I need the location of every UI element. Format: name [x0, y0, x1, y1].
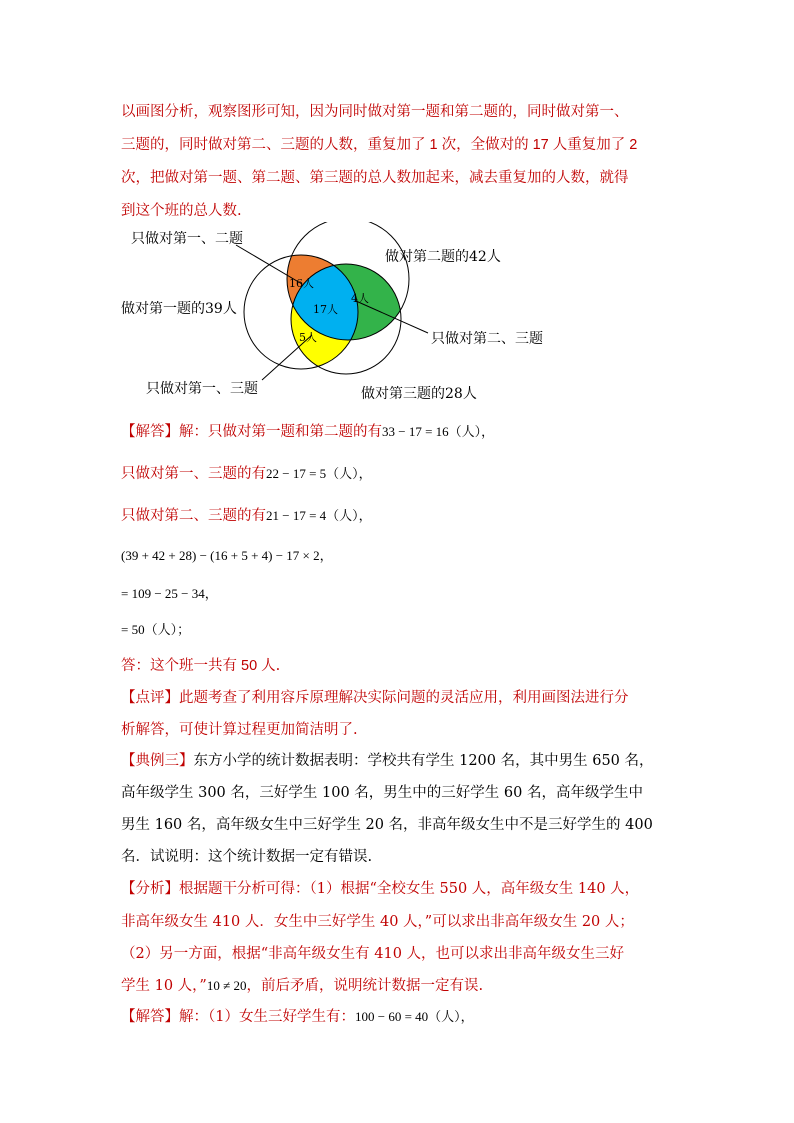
region-label-12: 16人 [289, 277, 314, 290]
analysis-tag: 【分析】 [121, 881, 179, 897]
example3-line-1 [121, 749, 654, 770]
intro-num-2: 2 [629, 137, 638, 153]
label-first-total: 做对第一题的39人 [121, 301, 237, 317]
region-label-23: 4人 [351, 292, 369, 305]
solution1-l1a: 解：只做对第一题和第二题的有 [179, 424, 382, 440]
analysis-line-3: （2）另一方面，根据“非高年级女生有 410 人，也可以求出非高年级女生三好 [121, 946, 625, 962]
example3-line-2: 高年级学生 300 名，三好学生 100 名，男生中的三好学生 60 名，高年级学生中 [121, 785, 643, 801]
label-only-first-second: 只做对第一、二题 [131, 231, 243, 247]
label-only-first-third: 只做对第一、三题 [146, 381, 258, 397]
comment-tag: 【点评】 [121, 690, 179, 706]
solution1-line-1 [121, 420, 494, 441]
answer-text-b: 人. [261, 658, 281, 674]
region-label-13: 5人 [299, 331, 317, 344]
intro-line-2c: 人重复加了 [552, 137, 626, 153]
analysis-l1: 根据题干分析可得：（1）根据“全校女生 550 人，高年级女生 140 人， [179, 881, 640, 897]
intro-line-2a: 三题的，同时做对第二、三题的人数，重复加了 [121, 137, 426, 153]
solution1-l2b: 22 − 17 = 5（人）， [266, 466, 372, 481]
analysis-l4a: 学生 10 人，” [121, 978, 207, 994]
analysis-line-4 [121, 974, 483, 995]
comment-line-1 [121, 686, 629, 707]
solution1-l2a: 只做对第一、三题的有 [121, 466, 266, 482]
example3-line-4: 名．试说明：这个统计数据一定有错误. [121, 849, 373, 865]
example3-tag: 【典例三】 [121, 753, 194, 769]
solution1-l1b: 33 − 17 = 16（人）， [382, 424, 495, 439]
label-second-total: 做对第二题的42人 [385, 249, 501, 265]
solution1-line-4: (39 + 42 + 28) − (16 + 5 + 4) − 17 × 2， [121, 548, 333, 563]
solution1-tag: 【解答】 [121, 424, 179, 440]
example3-line-3: 男生 160 名，高年级女生中三好学生 20 名，非高年级女生中不是三好学生的 400 [121, 817, 653, 833]
solution1-line-2 [121, 462, 372, 483]
analysis-line-2: 非高年级女生 410 人．女生中三好学生 40 人，”可以求出非高年级女生 20 人； [121, 914, 634, 930]
intro-line-3: 次，把做对第一题、第二题、第三题的总人数加起来，减去重复加的人数，就得 [121, 170, 629, 186]
solution2-tag: 【解答】 [121, 1009, 179, 1025]
solution1-l3b: 21 − 17 = 4（人）， [266, 508, 372, 523]
intro-line-4: 到这个班的总人数. [121, 203, 242, 219]
solution2-l1b: 100 − 60 = 40（人）， [354, 1009, 474, 1024]
answer-number: 50 [241, 658, 258, 674]
intro-line-2 [121, 133, 637, 154]
analysis-line-1 [121, 877, 639, 898]
venn-diagram [110, 222, 560, 407]
solution2-l1a: 解：（1）女生三好学生有： [179, 1009, 355, 1025]
intro-num-1: 1 [429, 137, 438, 153]
solution1-l3a: 只做对第二、三题的有 [121, 508, 266, 524]
intro-line-1: 以画图分析，观察图形可知，因为同时做对第一题和第二题的，同时做对第一、 [121, 104, 629, 120]
label-only-second-third: 只做对第二、三题 [431, 331, 543, 347]
intro-num-17: 17 [532, 137, 549, 153]
solution1-answer [121, 654, 280, 675]
intro-line-2b: 次，全做对的 [441, 137, 529, 153]
analysis-l4b: 10 ≠ 20 [206, 978, 247, 993]
analysis-l4c: ，前后矛盾，说明统计数据一定有误. [246, 978, 484, 994]
solution1-line-3 [121, 504, 372, 525]
comment-line-2: 析解答，可使计算过程更加简洁明了. [121, 722, 358, 738]
solution2-line-1 [121, 1005, 474, 1026]
example3-l1: 东方小学的统计数据表明：学校共有学生 1200 名，其中男生 650 名， [193, 753, 654, 769]
solution1-line-6: = 50（人）； [121, 622, 191, 637]
region-label-center: 17人 [313, 303, 338, 316]
comment-l1: 此题考查了利用容斥原理解决实际问题的灵活应用，利用画图法进行分 [179, 690, 629, 706]
label-third-total: 做对第三题的28人 [361, 386, 477, 402]
answer-text-a: 答：这个班一共有 [121, 658, 237, 674]
solution1-line-5: = 109 − 25 − 34， [121, 586, 218, 601]
